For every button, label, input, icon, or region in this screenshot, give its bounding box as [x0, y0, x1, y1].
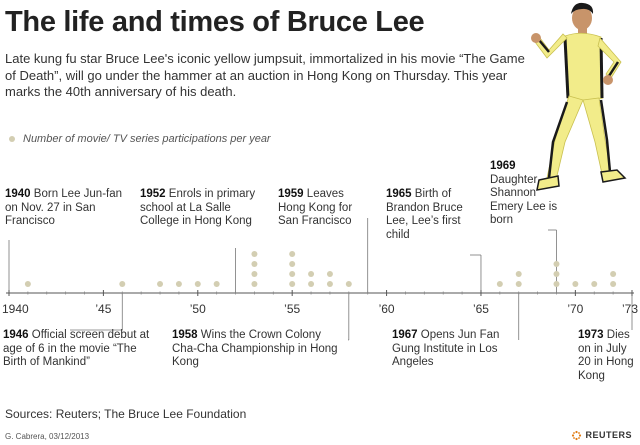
- participation-dot: [497, 281, 503, 287]
- event-year: 1940: [5, 188, 31, 200]
- event-year: 1959: [278, 188, 304, 200]
- event-year: 1958: [172, 329, 198, 341]
- event-year: 1969: [490, 160, 516, 172]
- intro-text: Late kung fu star Bruce Lee's iconic yellow jumpsuit, immortalized in his movie “The Game of Death”, will go under the hammer at an auction in Hong Kong on Thursday. This year marks the 40th anniversary of his death.: [5, 51, 525, 99]
- participation-dot: [516, 281, 522, 287]
- participation-dot: [251, 251, 257, 257]
- participation-dot: [214, 281, 220, 287]
- credit: G. Cabrera, 03/12/2013: [5, 432, 90, 441]
- participation-dot: [610, 271, 616, 277]
- participation-dot: [553, 261, 559, 267]
- participation-dot: [195, 281, 201, 287]
- event-text: Dies on in July 20 in Hong Kong: [578, 329, 634, 382]
- event-text: Wins the Crown Colony Cha-Cha Championship in Hong Kong: [172, 329, 338, 368]
- event-1952: [140, 188, 270, 229]
- participation-dot: [176, 281, 182, 287]
- brand-name: REUTERS: [585, 430, 632, 440]
- participation-dot: [289, 281, 295, 287]
- sources: Sources: Reuters; The Bruce Lee Foundation: [5, 407, 247, 421]
- reuters-logo-icon: [571, 430, 582, 441]
- event-1965: [386, 188, 466, 242]
- event-year: 1946: [3, 329, 29, 341]
- participation-dot: [157, 281, 163, 287]
- participation-dot: [119, 281, 125, 287]
- participation-dot: [251, 261, 257, 267]
- participation-dot: [251, 281, 257, 287]
- axis-tick-label: ’65: [472, 302, 489, 316]
- event-text: Enrols in primary school at La Salle College in Hong Kong: [140, 188, 256, 227]
- event-1940: [5, 188, 125, 229]
- event-1959: [278, 188, 373, 229]
- participation-dot: [25, 281, 31, 287]
- event-text: Born Lee Jun-fan on Nov. 27 in San Francisco: [5, 188, 123, 227]
- participation-dot: [308, 271, 314, 277]
- participation-dot: [251, 271, 257, 277]
- brand: [571, 430, 632, 441]
- participation-dot: [289, 271, 295, 277]
- participation-dot: [572, 281, 578, 287]
- participation-dot: [610, 281, 616, 287]
- event-year: 1967: [392, 329, 418, 341]
- legend-label: Number of movie/ TV series participations per year: [23, 133, 271, 145]
- event-text: Official screen debut at age of 6 in the movie “The Birth of Mankind”: [3, 329, 150, 368]
- axis-tick-label: ’55: [284, 302, 301, 316]
- event-text: Leaves Hong Kong for San Francisco: [278, 188, 353, 227]
- participation-dot: [308, 281, 314, 287]
- axis-tick-label: 1940: [2, 302, 29, 316]
- participation-dot: [327, 271, 333, 277]
- participation-dot: [289, 251, 295, 257]
- event-1958: [172, 329, 342, 370]
- event-1973: [578, 329, 636, 383]
- event-year: 1973: [578, 329, 604, 341]
- event-text: Daughter Shannon Emery Lee is born: [490, 173, 558, 226]
- event-text: Opens Jun Fan Gung Institute in Los Angeles: [392, 329, 500, 368]
- participation-dot: [346, 281, 352, 287]
- event-year: 1965: [386, 188, 412, 200]
- axis-tick-label: ’45: [95, 302, 112, 316]
- axis-tick-label: ’60: [378, 302, 395, 316]
- participation-dot: [553, 281, 559, 287]
- participation-dot: [327, 281, 333, 287]
- participation-dot: [516, 271, 522, 277]
- event-1946: [3, 329, 163, 370]
- axis-tick-label: ’73: [621, 302, 638, 316]
- participation-dot: [591, 281, 597, 287]
- axis-tick-label: ’70: [567, 302, 584, 316]
- page-title: The life and times of Bruce Lee: [5, 6, 425, 38]
- axis-tick-label: ’50: [189, 302, 206, 316]
- participation-dot: [553, 271, 559, 277]
- event-1969: [490, 160, 565, 228]
- event-year: 1952: [140, 188, 166, 200]
- event-1967: [392, 329, 517, 370]
- participation-dot: [289, 261, 295, 267]
- event-text: Birth of Brandon Bruce Lee, Lee’s first child: [386, 188, 463, 241]
